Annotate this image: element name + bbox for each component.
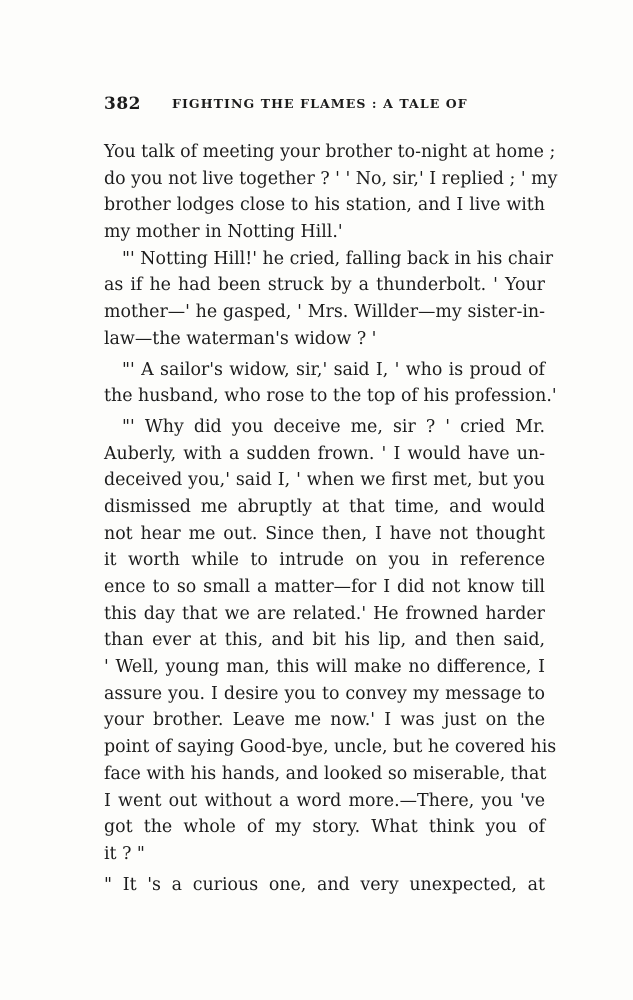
text-line: "' A sailor's widow, sir,' said I, ' who is proud of [122, 359, 545, 380]
text-line: "' Notting Hill!' he cried, falling back in his chair [122, 248, 554, 269]
text-line: the husband, who rose to the top of his profession.' [104, 386, 557, 407]
text-line: your brother. Leave me now.' I was just on the [104, 710, 545, 731]
page-header [104, 94, 544, 118]
text-line: do you not live together ? ' ' No, sir,' I replied ; ' my [104, 168, 558, 189]
page-number: 382 [104, 94, 141, 114]
text-line: not hear me out. Since then, I have not thought [104, 523, 545, 544]
text-line: law—the waterman's widow ? ' [104, 328, 377, 349]
text-line: ' Well, young man, this will make no difference, I [104, 657, 545, 678]
text-line: You talk of meeting your brother to-night at home ; [104, 142, 556, 162]
text-line: deceived you,' said I, ' when we first met, but you [104, 470, 545, 491]
text-line: assure you. I desire you to convey my message to [104, 683, 545, 704]
text-line: it worth while to intrude on you in reference [104, 550, 545, 571]
text-line: brother lodges close to his station, and I live with [104, 195, 545, 216]
body-text [104, 139, 558, 898]
text-line: this day that we are related.' He frowned harder [104, 603, 545, 624]
text-line: "' Why did you deceive me, sir ? ' cried Mr. [122, 416, 545, 437]
text-line: mother—' he gasped, ' Mrs. Willder—my sister-in- [104, 302, 545, 323]
text-line: face with his hands, and looked so miserable, that [104, 763, 547, 784]
text-line: it ? " [104, 843, 145, 864]
text-line: my mother in Notting Hill.' [104, 222, 343, 243]
running-head: FIGHTING THE FLAMES : A TALE OF [172, 96, 468, 111]
text-line: I went out without a word more.—There, you 've [104, 790, 545, 811]
text-line: got the whole of my story. What think you of [104, 817, 545, 838]
text-line: point of saying Good-bye, uncle, but he covered his [104, 737, 557, 758]
text-line: as if he had been struck by a thunderbolt. ' Your [104, 275, 545, 296]
text-line: " It 's a curious one, and very unexpected, at [104, 874, 545, 895]
text-line: than ever at this, and bit his lip, and then said, [104, 630, 545, 651]
text-line: ence to so small a matter—for I did not know till [104, 577, 545, 597]
text-line: Auberly, with a sudden frown. ' I would have un- [104, 443, 545, 464]
text-line: dismissed me abruptly at that time, and would [104, 496, 545, 517]
